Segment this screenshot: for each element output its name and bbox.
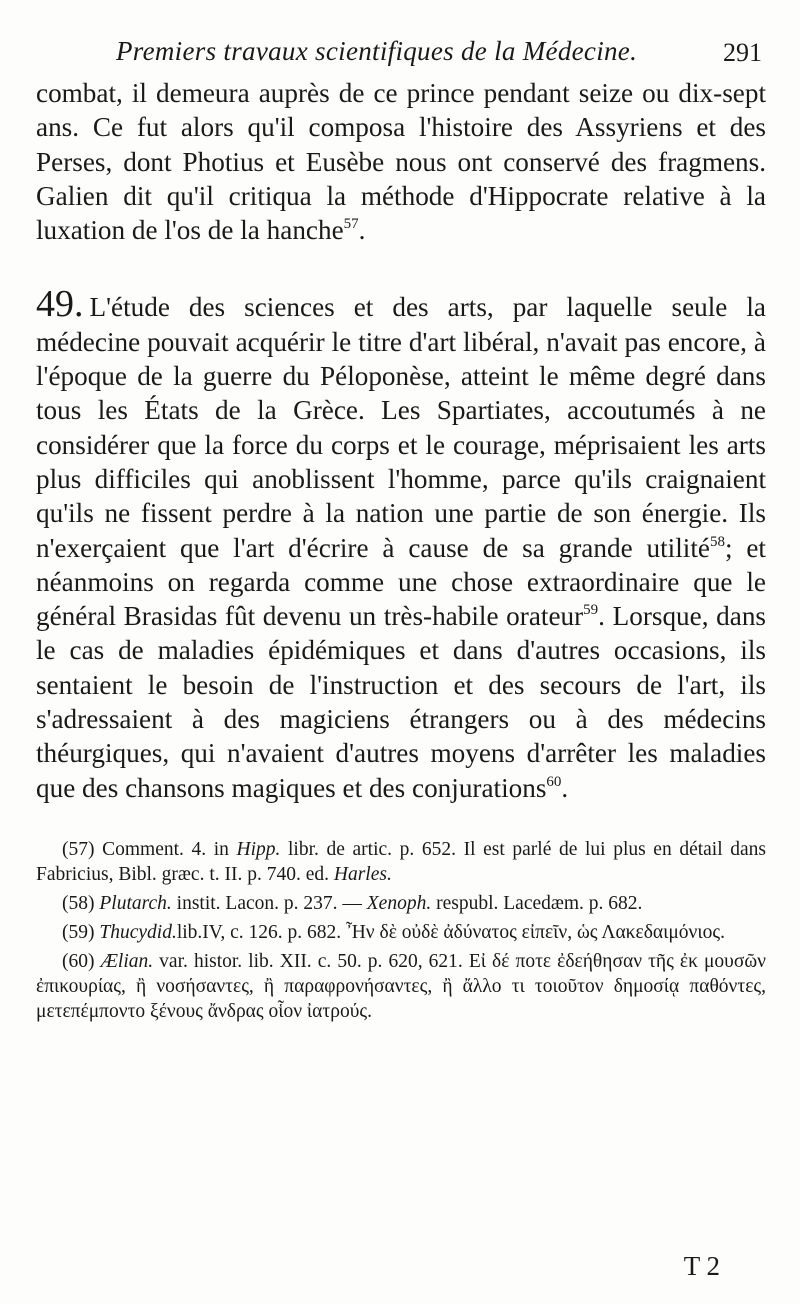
running-head — [36, 30, 766, 76]
footnote-italic: Plutarch. — [99, 892, 172, 914]
note-ref-59: 59 — [583, 602, 599, 619]
footnote-58 — [36, 891, 766, 916]
running-title: Premiers travaux scientifiques de la Médecine. — [116, 36, 638, 66]
footnote-label: (58) — [62, 892, 95, 914]
footnote-text: var. histor. lib. XII. c. 50. p. 620, 621. Εἰ δέ ποτε ἐδεήθησαν τῆς ἐκ μουσῶν ἐπικουρίας, ἢ νοσήσαντες, ἢ παραφρονήσαντες, ἢ ἄλλο τι τοιοῦτον δημοσίᾳ παθόντες, μετεπέμποντο ξένους ἄνδρας οἷον ἰατρούς. — [36, 950, 766, 1022]
paragraph-number: 49. — [36, 283, 84, 326]
note-ref-58: 58 — [709, 533, 725, 550]
note-ref-60: 60 — [546, 773, 562, 790]
footnote-text: instit. Lacon. p. 237. — — [171, 892, 367, 914]
paragraph-continuation — [36, 76, 766, 247]
paragraph-49-part2: ; et néanmoins on regarda comme une chose extraordinaire que le général Brasidas fût devenu un très-habile orateur — [36, 532, 766, 632]
page-number: 291 — [723, 38, 762, 67]
paragraph-49-part3: . Lorsque, dans le cas de maladies épidémiques et dans d'autres occasions, ils sentaient le besoin de l'instruction et des secours de l'art, ils s'adressaient à des magiciens étrangers ou à des médecins théurgiques, qui n'avaient d'autres moyens d'arrêter les maladies que des chansons magiques et des conjurations — [36, 601, 766, 803]
continuation-text: combat, il demeura auprès de ce prince pendant seize ou dix-sept ans. Ce fut alors qu'il composa l'histoire des Assyriens et des Perses, dont Photius et Eusèbe nous ont conservé des fragmens. Galien dit qu'il critiqua la méthode d'Hippocrate relative à la luxation de l'os de la hanche — [36, 78, 766, 246]
footnotes — [36, 837, 766, 1024]
continuation-end: . — [358, 215, 366, 246]
paragraph-49-part1: L'étude des sciences et des arts, par laquelle seule la médecine pouvait acquérir le titre d'art libéral, n'avait pas encore, à l'époque de la guerre du Péloponèse, atteint le même degré dans tous les États de la Grèce. Les Spartiates, accoutumés à ne considérer que la force du corps et le courage, méprisaient les arts plus difficiles qui anoblissent l'homme, parce qu'ils craignaient qu'ils ne fissent perdre à la nation une partie de son énergie. Ils n'exerçaient que l'art d'écrire à cause de sa grande utilité — [36, 292, 766, 563]
footnote-text: libr. de artic. p. 652. Il est parlé de lui plus en détail dans Fabricius, Bibl. græc. t. II. p. 740. ed. — [36, 838, 766, 885]
footnote-italic: Ælian. — [100, 950, 154, 972]
footnote-59 — [36, 920, 766, 945]
footnote-label: (60) — [62, 950, 95, 972]
paragraph-49 — [36, 283, 766, 804]
footnote-italic: Thucydid. — [99, 921, 177, 943]
footnote-text: lib.IV, c. 126. p. 682. Ἦν δὲ οὐδὲ ἀδύνατος εἰπεῖν, ὡς Λακεδαιμόνιος. — [176, 921, 725, 943]
footnote-italic: Hipp. — [236, 838, 281, 860]
note-ref-57: 57 — [343, 216, 359, 233]
footnote-text: respubl. Lacedæm. p. 682. — [431, 892, 643, 914]
paragraph-49-end: . — [561, 772, 569, 803]
footnote-60 — [36, 949, 766, 1024]
footnote-italic: Harles. — [333, 863, 392, 885]
footnote-text: Comment. 4. in — [94, 838, 237, 860]
footnote-label: (59) — [62, 921, 95, 943]
signature-mark: T 2 — [683, 1251, 720, 1281]
book-page — [36, 30, 766, 1280]
footnote-57 — [36, 837, 766, 887]
footnote-italic: Xenoph. — [366, 892, 432, 914]
footnote-label: (57) — [62, 838, 95, 860]
